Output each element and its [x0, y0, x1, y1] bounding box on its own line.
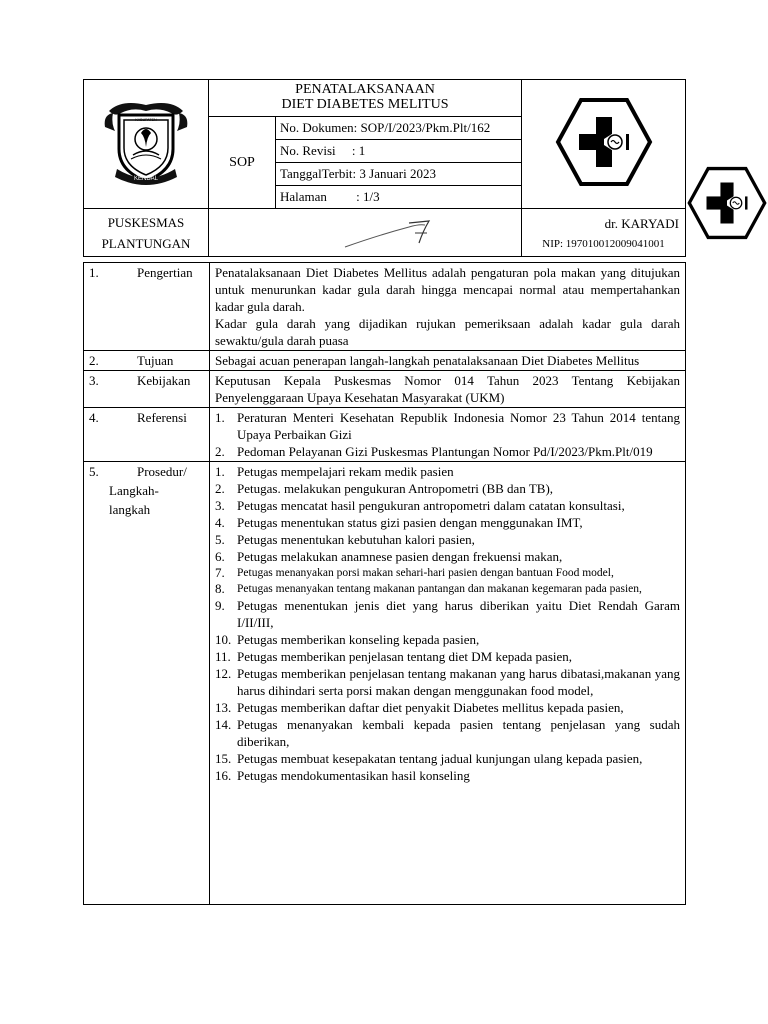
section-number: 2. — [89, 353, 99, 368]
list-item: 9. Petugas menentukan jenis diet yang harus diberikan yaitu Diet Rendah Garam I/II/III, — [215, 598, 680, 630]
list-item: 1. Peraturan Menteri Kesehatan Republik Indonesia Nomor 23 Tahun 2014 tentang Upaya Perbaikan Gizi — [215, 410, 680, 442]
reference-list — [215, 409, 680, 460]
section-label: Referensi — [137, 410, 187, 425]
signature-cell — [209, 209, 522, 257]
org-name-line1: PUSKESMAS — [107, 215, 185, 230]
puskesmas-logo-secondary — [686, 163, 768, 243]
section-number: 4. — [89, 410, 99, 425]
list-item: 8. Petugas menanyakan tentang makanan pantangan dan makanan kegemaran pada pasien, — [215, 581, 642, 596]
list-item: 2. Petugas. melakukan pengukuran Antropometri (BB dan TB), — [215, 481, 554, 496]
section-number: 5. — [89, 464, 99, 479]
list-item: 7. Petugas menanyakan porsi makan sehari-hari pasien dengan bantuan Food model, — [215, 565, 614, 580]
overlay-puskesmas-logo — [686, 163, 768, 243]
list-item: 6. Petugas melakukan anamnese pasien dengan frekuensi makan, — [215, 549, 563, 564]
list-item: 16. Petugas mendokumentasikan hasil konseling — [215, 768, 470, 783]
section-row-tujuan — [84, 351, 686, 371]
header-table — [83, 79, 686, 257]
page-number: Halaman : 1/3 — [276, 186, 522, 209]
kendal-logo-cell — [84, 80, 209, 209]
puskesmas-logo-cell — [522, 80, 686, 209]
section-label-cell — [84, 263, 210, 351]
definition-paragraph-2: Kadar gula darah yang dijadikan rujukan pemeriksaan adalah kadar gula darah sewaktu/gula darah puasa — [215, 316, 680, 348]
signer-name: dr. KARYADI — [604, 216, 680, 231]
section-label: Prosedur/ — [137, 464, 187, 479]
section-content — [210, 462, 686, 905]
sop-label-cell — [209, 117, 276, 209]
policy-paragraph: Keputusan Kepala Puskesmas Nomor 014 Tahun 2023 Tentang Kebijakan Penyelenggaraan Upaya Kesehatan Masyarakat (UKM) — [215, 373, 680, 405]
list-item: 1. Petugas mempelajari rekam medik pasien — [215, 464, 454, 479]
section-number: 1. — [89, 265, 99, 280]
sop-title-line2: DIET DIABETES MELITUS — [281, 97, 449, 112]
section-content — [210, 263, 686, 351]
section-label-cell — [84, 462, 210, 905]
signer-nip: NIP: 197010012009041001 — [542, 238, 665, 250]
section-row-referensi — [84, 408, 686, 462]
section-content — [210, 371, 686, 408]
list-item: 3. Petugas mencatat hasil pengukuran antropometri dalam catatan konsultasi, — [215, 498, 625, 513]
list-item: 14. Petugas menanyakan kembali kepada pasien tentang penjelasan yang sudah diberikan, — [215, 717, 680, 749]
list-item: 15. Petugas membuat kesepakatan tentang jadual kunjungan ulang kepada pasien, — [215, 751, 643, 766]
sop-title-cell — [209, 80, 522, 117]
section-label-cell — [84, 351, 210, 371]
sop-label: SOP — [229, 154, 255, 170]
section-label-cell — [84, 408, 210, 462]
section-content — [210, 408, 686, 462]
handwritten-signature — [339, 213, 459, 253]
signer-cell — [522, 209, 686, 257]
list-item: 13. Petugas memberikan daftar diet penyakit Diabetes mellitus kepada pasien, — [215, 700, 624, 715]
list-item: 5. Petugas menentukan kebutuhan kalori pasien, — [215, 532, 475, 547]
section-label: Pengertian — [137, 265, 193, 280]
org-name-line2: PLANTUNGAN — [101, 236, 191, 251]
sop-content-table — [83, 262, 686, 905]
section-number: 3. — [89, 373, 99, 388]
procedure-steps-list — [215, 463, 680, 784]
list-item: 2. Pedoman Pelayanan Gizi Puskesmas Plantungan Nomor Pd/I/2023/Pkm.Plt/019 — [215, 444, 653, 459]
issue-date: TanggalTerbit: 3 Januari 2023 — [276, 163, 522, 186]
kendal-regency-logo — [101, 97, 191, 187]
definition-paragraph-1: Penatalaksanaan Diet Diabetes Mellitus adalah pengaturan pola makan yang ditujukan untuk menurunkan kadar gula darah hingga mencapai normal atau mempertahankan kadar gula darah. — [215, 265, 680, 314]
section-row-pengertian — [84, 263, 686, 351]
organization-cell — [84, 209, 209, 257]
revision-number: No. Revisi : 1 — [276, 140, 522, 163]
purpose-paragraph: Sebagai acuan penerapan langah-langkah penatalaksanaan Diet Diabetes Mellitus — [215, 353, 640, 368]
section-row-kebijakan — [84, 371, 686, 408]
section-label: Kebijakan — [137, 373, 191, 388]
section-label-line2: Langkah- — [109, 483, 159, 498]
svg-text:KENDAL: KENDAL — [133, 176, 159, 182]
section-content — [210, 351, 686, 371]
section-label-line3: langkah — [109, 502, 151, 517]
list-item: 11. Petugas memberikan penjelasan tentang diet DM kepada pasien, — [215, 649, 573, 664]
list-item: 10. Petugas memberikan konseling kepada pasien, — [215, 632, 480, 647]
section-label-cell — [84, 371, 210, 408]
doc-number: No. Dokumen: SOP/I/2023/Pkm.Plt/162 — [276, 117, 522, 140]
svg-text:KABUPATEN: KABUPATEN — [135, 118, 157, 122]
list-item: 12. Petugas memberikan penjelasan tentang makanan yang harus dibatasi,makanan yang harus dihindari serta porsi makan dengan menggunakan food model, — [215, 666, 680, 698]
sop-title-line1: PENATALAKSANAAN — [295, 82, 435, 97]
list-item: 4. Petugas menentukan status gizi pasien dengan menggunakan IMT, — [215, 515, 583, 530]
puskesmas-logo — [554, 97, 654, 187]
section-row-prosedur — [84, 462, 686, 905]
section-label: Tujuan — [137, 353, 174, 368]
